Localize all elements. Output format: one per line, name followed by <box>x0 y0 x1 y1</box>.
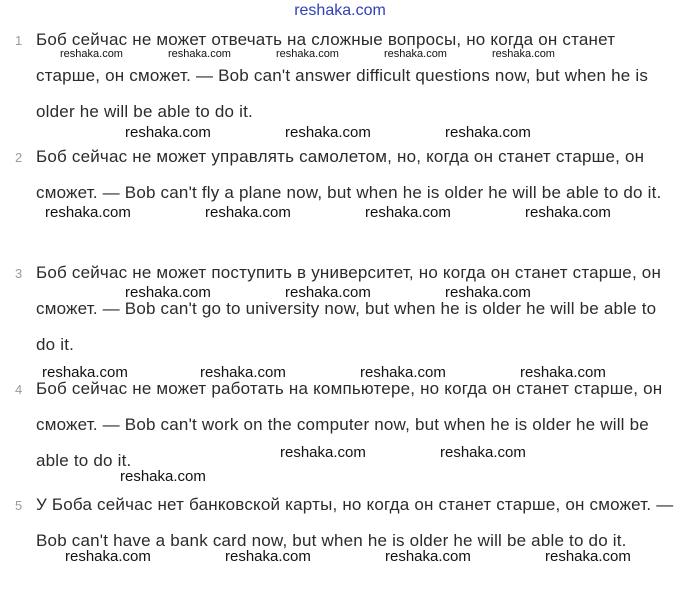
item-number-3: 3 <box>15 266 23 281</box>
watermark: reshaka.com <box>545 548 631 565</box>
watermark: reshaka.com <box>285 284 371 301</box>
item-text-4: Боб сейчас не может работать на компьютере, но когда он станет старше, он сможет. — Bob can't work on the computer now, but when he is older he will be able to do it. <box>36 379 663 470</box>
item-number-1: 1 <box>15 33 23 48</box>
item-number-2: 2 <box>15 150 23 165</box>
item-number-4: 4 <box>15 382 23 397</box>
watermark: reshaka.com <box>200 364 286 381</box>
watermark: reshaka.com <box>385 548 471 565</box>
watermark: reshaka.com <box>205 204 291 221</box>
item-text-3: Боб сейчас не может поступить в университет, но когда он станет старше, он сможет. — Bob can't go to university now, but when he is older he will be able to do it. <box>36 263 662 354</box>
watermark: reshaka.com <box>440 444 526 461</box>
watermark: reshaka.com <box>65 548 151 565</box>
watermark: reshaka.com <box>360 364 446 381</box>
watermark: reshaka.com <box>120 468 206 485</box>
watermark: reshaka.com <box>125 284 211 301</box>
watermark: reshaka.com <box>285 124 371 141</box>
watermark: reshaka.com <box>45 204 131 221</box>
item-text-1: Боб сейчас не может отвечать на сложные вопросы, но когда он станет старше, он сможет. — Bob can't answer difficult questions now, but when he is older he will be able to do it. <box>36 30 649 121</box>
item-text-2: Боб сейчас не может управлять самолетом, но, когда он станет старше, он сможет. — Bob can't fly a plane now, but when he is older he will be able to do it. <box>36 147 662 202</box>
site-header[interactable]: reshaka.com <box>294 2 386 19</box>
watermark: reshaka.com <box>280 444 366 461</box>
watermark: reshaka.com <box>42 364 128 381</box>
watermark: reshaka.com <box>525 204 611 221</box>
watermark: reshaka.com <box>445 284 531 301</box>
watermark: reshaka.com <box>520 364 606 381</box>
watermark: reshaka.com <box>60 48 123 60</box>
watermark: reshaka.com <box>125 124 211 141</box>
watermark: reshaka.com <box>365 204 451 221</box>
watermark: reshaka.com <box>384 48 447 60</box>
item-text-5: У Боба сейчас нет банковской карты, но когда он станет старше, он сможет. — Bob can't have a bank card now, but when he is older he will be able to do it. <box>36 495 674 550</box>
watermark: reshaka.com <box>492 48 555 60</box>
item-number-5: 5 <box>15 498 23 513</box>
watermark: reshaka.com <box>276 48 339 60</box>
watermark: reshaka.com <box>225 548 311 565</box>
watermark: reshaka.com <box>168 48 231 60</box>
watermark: reshaka.com <box>445 124 531 141</box>
